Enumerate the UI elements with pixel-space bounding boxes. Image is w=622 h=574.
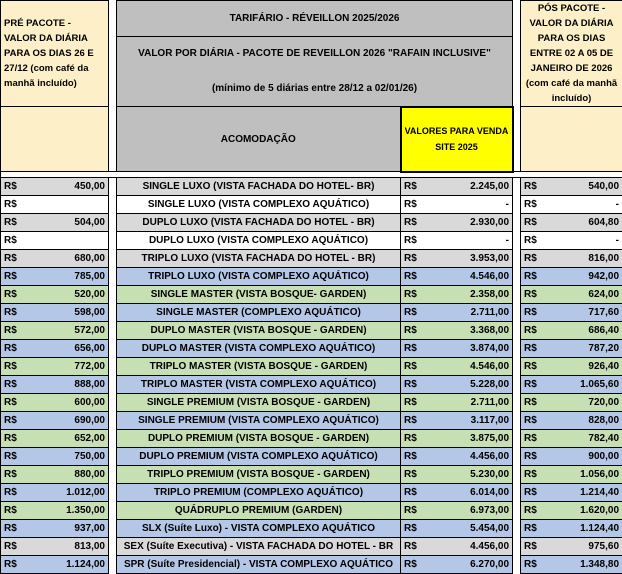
currency-label: R$ [524,469,537,480]
pre-package-price [1,177,109,195]
package-price [401,303,513,321]
currency-label: R$ [404,433,417,444]
currency-label: R$ [4,199,17,210]
room-name: DUPLO PREMIUM (VISTA COMPLEXO AQUÁTICO) [117,447,401,465]
currency-label: R$ [524,307,537,318]
header-row-1 [1,1,622,37]
amount-value: 717,60 [588,307,619,318]
amount-value: 4.546,00 [470,271,509,282]
post-package-price [521,537,622,555]
amount-value: 880,00 [74,469,105,480]
room-name: SINGLE LUXO (VISTA COMPLEXO AQUÁTICO) [117,195,401,213]
currency-label: R$ [404,379,417,390]
currency-label: R$ [4,361,17,372]
currency-label: R$ [4,397,17,408]
amount-value: 572,00 [74,325,105,336]
package-price [401,177,513,195]
table-row [1,195,622,213]
amount-value: 504,00 [74,217,105,228]
pre-package-price [1,285,109,303]
amount-value: - [616,199,619,210]
room-name: SINGLE LUXO (VISTA FACHADA DO HOTEL- BR) [117,177,401,195]
amount-value: 3.875,00 [470,433,509,444]
package-price [401,501,513,519]
table-row [1,393,622,411]
currency-label: R$ [404,523,417,534]
currency-label: R$ [404,253,417,264]
post-package-price [521,555,622,573]
currency-label: R$ [4,523,17,534]
currency-label: R$ [4,307,17,318]
currency-label: R$ [404,343,417,354]
amount-value: 2.245,00 [470,181,509,192]
post-package-price [521,213,622,231]
pre-package-price [1,555,109,573]
package-price [401,231,513,249]
amount-value: 1.065,60 [580,379,619,390]
package-price [401,339,513,357]
package-price [401,465,513,483]
room-name: SEX (Suíte Executiva) - VISTA FACHADA DO HOTEL - BR [117,537,401,555]
amount-value: 813,00 [74,541,105,552]
table-row [1,321,622,339]
table-row [1,447,622,465]
amount-value: 782,40 [588,433,619,444]
room-name: QUÁDRUPLO PREMIUM (GARDEN) [117,501,401,519]
currency-label: R$ [4,379,17,390]
table-row [1,501,622,519]
amount-value: 1.350,00 [66,505,105,516]
currency-label: R$ [4,451,17,462]
room-name: DUPLO LUXO (VISTA COMPLEXO AQUÁTICO) [117,231,401,249]
pre-package-price [1,411,109,429]
pre-package-price [1,537,109,555]
amount-value: 1.124,40 [580,523,619,534]
room-name: SLX (Suíte Luxo) - VISTA COMPLEXO AQUÁTICO [117,519,401,537]
package-price [401,267,513,285]
pre-package-price [1,321,109,339]
room-name: TRIPLO LUXO (VISTA COMPLEXO AQUÁTICO) [117,267,401,285]
amount-value: 5.454,00 [470,523,509,534]
amount-value: 600,00 [74,397,105,408]
currency-label: R$ [524,271,537,282]
currency-label: R$ [4,235,17,246]
currency-label: R$ [404,559,417,570]
amount-value: - [616,235,619,246]
post-package-price [521,303,622,321]
currency-label: R$ [404,307,417,318]
currency-label: R$ [404,469,417,480]
currency-label: R$ [4,181,17,192]
pre-package-price [1,303,109,321]
header-row-4 [1,107,622,172]
package-price [401,213,513,231]
currency-label: R$ [524,343,537,354]
tariff-note: (mínimo de 5 diárias entre 28/12 a 02/01/26) [117,71,513,107]
package-price [401,375,513,393]
pre-package-price [1,483,109,501]
currency-label: R$ [404,487,417,498]
currency-label: R$ [4,217,17,228]
currency-label: R$ [4,559,17,570]
post-package-price [521,285,622,303]
room-name: TRIPLO MASTER (VISTA COMPLEXO AQUÁTICO) [117,375,401,393]
amount-value: 888,00 [74,379,105,390]
table-row [1,375,622,393]
pre-package-price [1,393,109,411]
amount-value: 750,00 [74,451,105,462]
currency-label: R$ [524,289,537,300]
amount-value: 900,00 [588,451,619,462]
valores-header: VALORES PARA VENDA SITE 2025 [401,107,513,172]
amount-value: 4.456,00 [470,541,509,552]
currency-label: R$ [404,397,417,408]
pre-package-price [1,375,109,393]
package-price [401,483,513,501]
currency-label: R$ [524,559,537,570]
table-row [1,339,622,357]
currency-label: R$ [4,253,17,264]
amount-value: 2.711,00 [471,307,509,318]
amount-value: 540,00 [588,181,619,192]
amount-value: 520,00 [74,289,105,300]
pre-package-price [1,231,109,249]
table-row [1,213,622,231]
amount-value: 656,00 [74,343,105,354]
post-package-price [521,231,622,249]
room-name: DUPLO PREMIUM (VISTA BOSQUE - GARDEN) [117,429,401,447]
amount-value: 926,40 [588,361,619,372]
currency-label: R$ [524,361,537,372]
amount-value: 3.953,00 [470,253,509,264]
currency-label: R$ [404,451,417,462]
pre-package-price [1,447,109,465]
currency-label: R$ [4,325,17,336]
amount-value: 6.270,00 [470,559,509,570]
tariff-subtitle: VALOR POR DIÁRIA - PACOTE DE REVEILLON 2026 "RAFAIN INCLUSIVE" [117,36,513,71]
amount-value: 4.456,00 [470,451,509,462]
amount-value: 3.368,00 [470,325,509,336]
amount-value: 937,00 [74,523,105,534]
amount-value: 1.124,00 [66,559,105,570]
table-row [1,231,622,249]
room-name: SINGLE MASTER (COMPLEXO AQUÁTICO) [117,303,401,321]
currency-label: R$ [404,199,417,210]
package-price [401,285,513,303]
post-package-header: PÓS PACOTE - VALOR DA DIÁRIA PARA OS DIAS ENTRE 02 A 05 DE JANEIRO DE 2026 (com café da manhã incluído) [521,1,622,107]
table-row [1,357,622,375]
pre-package-price [1,213,109,231]
amount-value: 2.358,00 [470,289,509,300]
amount-value: 1.348,80 [580,559,619,570]
currency-label: R$ [4,433,17,444]
room-name: SINGLE PREMIUM (VISTA BOSQUE - GARDEN) [117,393,401,411]
currency-label: R$ [524,451,537,462]
currency-label: R$ [524,523,537,534]
amount-value: 604,80 [588,217,619,228]
acomodacao-header: ACOMODAÇÃO [117,107,401,172]
table-row [1,249,622,267]
table-row [1,537,622,555]
post-package-price [521,267,622,285]
room-name: DUPLO MASTER (VISTA COMPLEXO AQUÁTICO) [117,339,401,357]
currency-label: R$ [404,181,417,192]
pre-package-price [1,339,109,357]
amount-value: 720,00 [588,397,619,408]
post-package-price [521,195,622,213]
currency-label: R$ [4,415,17,426]
post-package-price [521,519,622,537]
amount-value: 785,00 [74,271,105,282]
amount-value: 5.230,00 [470,469,509,480]
currency-label: R$ [524,487,537,498]
table-row [1,465,622,483]
currency-label: R$ [524,325,537,336]
pre-package-price [1,465,109,483]
currency-label: R$ [524,415,537,426]
table-row [1,267,622,285]
room-name: SPR (Suíte Presidencial) - VISTA COMPLEXO AQUÁTICO [117,555,401,573]
pre-package-header: PRÉ PACOTE - VALOR DA DIÁRIA PARA OS DIAS 26 E 27/12 (com café da manhã incluído) [1,1,109,107]
currency-label: R$ [524,181,537,192]
table-row [1,483,622,501]
amount-value: 2.711,00 [471,397,509,408]
amount-value: 1.056,00 [580,469,619,480]
room-name: SINGLE PREMIUM (VISTA COMPLEXO AQUÁTICO) [117,411,401,429]
currency-label: R$ [4,505,17,516]
room-name: TRIPLO PREMIUM (COMPLEXO AQUÁTICO) [117,483,401,501]
post-package-price [521,411,622,429]
amount-value: 975,60 [588,541,619,552]
post-package-price [521,321,622,339]
post-package-price [521,249,622,267]
amount-value: 3.874,00 [470,343,509,354]
currency-label: R$ [404,289,417,300]
table-row [1,429,622,447]
post-package-price [521,339,622,357]
room-name: TRIPLO PREMIUM (VISTA BOSQUE - GARDEN) [117,465,401,483]
amount-value: 942,00 [588,271,619,282]
currency-label: R$ [524,235,537,246]
currency-label: R$ [4,289,17,300]
room-name: DUPLO MASTER (VISTA BOSQUE - GARDEN) [117,321,401,339]
currency-label: R$ [404,235,417,246]
amount-value: 1.620,00 [580,505,619,516]
currency-label: R$ [404,325,417,336]
currency-label: R$ [4,541,17,552]
currency-label: R$ [4,343,17,354]
amount-value: 787,20 [588,343,619,354]
currency-label: R$ [524,541,537,552]
currency-label: R$ [524,199,537,210]
package-price [401,321,513,339]
amount-value: 772,00 [74,361,105,372]
package-price [401,537,513,555]
pre-package-price [1,267,109,285]
amount-value: 652,00 [74,433,105,444]
post-package-price [521,501,622,519]
currency-label: R$ [404,505,417,516]
pre-package-price [1,501,109,519]
currency-label: R$ [404,217,417,228]
post-package-price [521,393,622,411]
amount-value: 686,40 [588,325,619,336]
amount-value: 3.117,00 [471,415,509,426]
amount-value: 5.228,00 [470,379,509,390]
table-row [1,411,622,429]
post-package-price [521,483,622,501]
currency-label: R$ [4,469,17,480]
amount-value: 1.214,40 [580,487,619,498]
package-price [401,249,513,267]
currency-label: R$ [4,487,17,498]
amount-value: 2.930,00 [470,217,509,228]
table-row [1,285,622,303]
currency-label: R$ [524,397,537,408]
amount-value: 450,00 [74,181,105,192]
package-price [401,519,513,537]
currency-label: R$ [4,271,17,282]
amount-value: 6.014,00 [470,487,509,498]
package-price [401,447,513,465]
pre-package-price [1,429,109,447]
amount-value: 4.546,00 [470,361,509,372]
post-package-price [521,429,622,447]
package-price [401,393,513,411]
amount-value: 816,00 [588,253,619,264]
package-price [401,195,513,213]
package-price [401,555,513,573]
amount-value: 1.012,00 [66,487,105,498]
currency-label: R$ [524,433,537,444]
table-row [1,177,622,195]
post-package-price [521,447,622,465]
amount-value: 828,00 [588,415,619,426]
room-name: TRIPLO LUXO (VISTA FACHADA DO HOTEL - BR) [117,249,401,267]
room-name: SINGLE MASTER (VISTA BOSQUE- GARDEN) [117,285,401,303]
currency-label: R$ [524,217,537,228]
table-row [1,303,622,321]
room-name: TRIPLO MASTER (VISTA BOSQUE - GARDEN) [117,357,401,375]
currency-label: R$ [524,379,537,390]
table-row [1,519,622,537]
amount-value: 6.973,00 [470,505,509,516]
pre-package-price [1,195,109,213]
currency-label: R$ [404,415,417,426]
post-package-price [521,375,622,393]
currency-label: R$ [404,361,417,372]
table-row [1,555,622,573]
package-price [401,357,513,375]
pre-package-price [1,357,109,375]
amount-value: 680,00 [74,253,105,264]
amount-value: - [506,235,509,246]
package-price [401,411,513,429]
currency-label: R$ [404,271,417,282]
amount-value: 598,00 [74,307,105,318]
post-package-price [521,465,622,483]
currency-label: R$ [404,541,417,552]
pre-package-price [1,519,109,537]
package-price [401,429,513,447]
currency-label: R$ [524,505,537,516]
currency-label: R$ [524,253,537,264]
amount-value: - [506,199,509,210]
post-package-price [521,357,622,375]
post-package-price [521,177,622,195]
amount-value: 624,00 [588,289,619,300]
amount-value: 690,00 [74,415,105,426]
tariff-title: TARIFÁRIO - RÉVEILLON 2025/2026 [117,1,513,37]
room-name: DUPLO LUXO (VISTA FACHADA DO HOTEL - BR) [117,213,401,231]
pre-package-price [1,249,109,267]
